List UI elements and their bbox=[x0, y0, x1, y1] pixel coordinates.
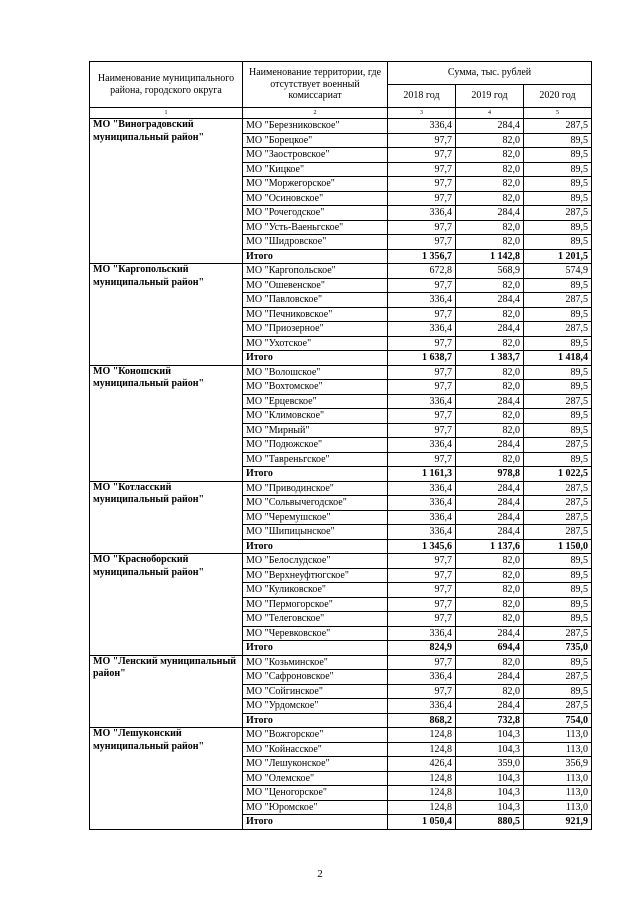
territory-name: Итого bbox=[243, 641, 388, 656]
value-2020: 113,0 bbox=[524, 800, 592, 815]
value-2020: 287,5 bbox=[524, 670, 592, 685]
value-2018: 336,4 bbox=[388, 438, 456, 453]
value-2020: 287,5 bbox=[524, 293, 592, 308]
value-2020: 287,5 bbox=[524, 322, 592, 337]
value-2019: 359,0 bbox=[456, 757, 524, 772]
value-2020: 89,5 bbox=[524, 235, 592, 250]
territory-name: МО "Ошевенское" bbox=[243, 278, 388, 293]
territory-name: МО "Лешуконское" bbox=[243, 757, 388, 772]
territory-name: МО "Ерцевское" bbox=[243, 394, 388, 409]
value-2019: 104,3 bbox=[456, 742, 524, 757]
territory-name: МО "Сойгинское" bbox=[243, 684, 388, 699]
value-2020: 89,5 bbox=[524, 162, 592, 177]
value-2020: 89,5 bbox=[524, 220, 592, 235]
value-2019: 284,4 bbox=[456, 481, 524, 496]
territory-name: МО "Усть-Ваеньгское" bbox=[243, 220, 388, 235]
value-2019: 104,3 bbox=[456, 800, 524, 815]
value-2018: 124,8 bbox=[388, 742, 456, 757]
territory-name: МО "Каргопольское" bbox=[243, 264, 388, 279]
territory-name: МО "Черемушское" bbox=[243, 510, 388, 525]
territory-name: Итого bbox=[243, 539, 388, 554]
value-2019: 82,0 bbox=[456, 307, 524, 322]
value-2019: 82,0 bbox=[456, 148, 524, 163]
value-2019: 82,0 bbox=[456, 278, 524, 293]
value-2020: 113,0 bbox=[524, 786, 592, 801]
value-2019: 82,0 bbox=[456, 597, 524, 612]
value-2018: 1 356,7 bbox=[388, 249, 456, 264]
value-2018: 426,4 bbox=[388, 757, 456, 772]
value-2020: 287,5 bbox=[524, 525, 592, 540]
value-2018: 97,7 bbox=[388, 612, 456, 627]
budget-table bbox=[89, 61, 592, 830]
value-2020: 113,0 bbox=[524, 742, 592, 757]
value-2018: 97,7 bbox=[388, 409, 456, 424]
value-2019: 568,9 bbox=[456, 264, 524, 279]
header-year: 2019 год bbox=[456, 85, 524, 108]
column-number: 1 bbox=[90, 108, 243, 119]
value-2020: 287,5 bbox=[524, 481, 592, 496]
value-2018: 1 050,4 bbox=[388, 815, 456, 830]
value-2018: 336,4 bbox=[388, 496, 456, 511]
value-2020: 89,5 bbox=[524, 655, 592, 670]
value-2020: 89,5 bbox=[524, 568, 592, 583]
value-2020: 89,5 bbox=[524, 278, 592, 293]
value-2020: 89,5 bbox=[524, 452, 592, 467]
value-2020: 287,5 bbox=[524, 496, 592, 511]
header-district: Наименование муниципального района, городского округа bbox=[90, 62, 243, 108]
value-2019: 880,5 bbox=[456, 815, 524, 830]
value-2020: 89,5 bbox=[524, 554, 592, 569]
territory-name: МО "Телеговское" bbox=[243, 612, 388, 627]
value-2019: 284,4 bbox=[456, 322, 524, 337]
territory-name: МО "Заостровское" bbox=[243, 148, 388, 163]
value-2018: 336,4 bbox=[388, 510, 456, 525]
value-2019: 978,8 bbox=[456, 467, 524, 482]
value-2020: 89,5 bbox=[524, 380, 592, 395]
header-year: 2020 год bbox=[524, 85, 592, 108]
value-2018: 336,4 bbox=[388, 394, 456, 409]
value-2018: 97,7 bbox=[388, 148, 456, 163]
district-name: МО "Коношский муниципальный район" bbox=[90, 365, 243, 481]
value-2018: 97,7 bbox=[388, 452, 456, 467]
value-2019: 82,0 bbox=[456, 133, 524, 148]
value-2019: 284,4 bbox=[456, 670, 524, 685]
value-2018: 824,9 bbox=[388, 641, 456, 656]
value-2018: 97,7 bbox=[388, 133, 456, 148]
value-2019: 284,4 bbox=[456, 119, 524, 134]
territory-name: МО "Ценогорское" bbox=[243, 786, 388, 801]
value-2019: 284,4 bbox=[456, 525, 524, 540]
value-2018: 97,7 bbox=[388, 380, 456, 395]
value-2019: 82,0 bbox=[456, 583, 524, 598]
value-2020: 89,5 bbox=[524, 148, 592, 163]
value-2020: 1 150,0 bbox=[524, 539, 592, 554]
value-2020: 89,5 bbox=[524, 597, 592, 612]
territory-name: МО "Вожгорское" bbox=[243, 728, 388, 743]
value-2018: 336,4 bbox=[388, 119, 456, 134]
value-2020: 89,5 bbox=[524, 583, 592, 598]
header-sum: Сумма, тыс. рублей bbox=[388, 62, 592, 85]
value-2018: 124,8 bbox=[388, 800, 456, 815]
value-2018: 97,7 bbox=[388, 177, 456, 192]
value-2018: 97,7 bbox=[388, 235, 456, 250]
value-2019: 82,0 bbox=[456, 380, 524, 395]
value-2018: 97,7 bbox=[388, 162, 456, 177]
territory-name: МО "Моржегорское" bbox=[243, 177, 388, 192]
value-2020: 1 022,5 bbox=[524, 467, 592, 482]
value-2020: 89,5 bbox=[524, 191, 592, 206]
table-row bbox=[90, 481, 592, 496]
value-2018: 97,7 bbox=[388, 365, 456, 380]
district-name: МО "Котласский муниципальный район" bbox=[90, 481, 243, 554]
value-2019: 732,8 bbox=[456, 713, 524, 728]
table-row bbox=[90, 365, 592, 380]
territory-name: МО "Шипицынское" bbox=[243, 525, 388, 540]
value-2020: 574,9 bbox=[524, 264, 592, 279]
value-2019: 284,4 bbox=[456, 438, 524, 453]
table-body bbox=[90, 119, 592, 830]
value-2020: 921,9 bbox=[524, 815, 592, 830]
page-number: 2 bbox=[317, 868, 323, 880]
header-territory: Наименование территории, где отсутствует военный комиссариат bbox=[243, 62, 388, 108]
value-2019: 284,4 bbox=[456, 394, 524, 409]
value-2019: 82,0 bbox=[456, 554, 524, 569]
value-2018: 1 345,6 bbox=[388, 539, 456, 554]
value-2018: 1 638,7 bbox=[388, 351, 456, 366]
table-row bbox=[90, 655, 592, 670]
territory-name: МО "Черевковское" bbox=[243, 626, 388, 641]
header-year: 2018 год bbox=[388, 85, 456, 108]
territory-name: МО "Печниковское" bbox=[243, 307, 388, 322]
district-name: МО "Красноборский муниципальный район" bbox=[90, 554, 243, 656]
territory-name: МО "Приводинское" bbox=[243, 481, 388, 496]
territory-name: МО "Пермогорское" bbox=[243, 597, 388, 612]
territory-name: МО "Вохтомское" bbox=[243, 380, 388, 395]
value-2019: 1 383,7 bbox=[456, 351, 524, 366]
value-2020: 287,5 bbox=[524, 510, 592, 525]
value-2020: 89,5 bbox=[524, 177, 592, 192]
value-2020: 1 418,4 bbox=[524, 351, 592, 366]
value-2020: 89,5 bbox=[524, 307, 592, 322]
value-2019: 82,0 bbox=[456, 177, 524, 192]
value-2019: 284,4 bbox=[456, 699, 524, 714]
value-2020: 89,5 bbox=[524, 612, 592, 627]
table-row bbox=[90, 728, 592, 743]
territory-name: Итого bbox=[243, 815, 388, 830]
value-2018: 336,4 bbox=[388, 481, 456, 496]
column-number: 2 bbox=[243, 108, 388, 119]
value-2018: 97,7 bbox=[388, 278, 456, 293]
value-2020: 89,5 bbox=[524, 365, 592, 380]
value-2018: 97,7 bbox=[388, 568, 456, 583]
value-2019: 82,0 bbox=[456, 568, 524, 583]
value-2019: 1 137,6 bbox=[456, 539, 524, 554]
territory-name: МО "Павловское" bbox=[243, 293, 388, 308]
value-2020: 113,0 bbox=[524, 728, 592, 743]
value-2020: 287,5 bbox=[524, 394, 592, 409]
territory-name: МО "Койнасское" bbox=[243, 742, 388, 757]
territory-name: МО "Сольвычегодское" bbox=[243, 496, 388, 511]
value-2019: 284,4 bbox=[456, 496, 524, 511]
value-2018: 97,7 bbox=[388, 684, 456, 699]
value-2018: 124,8 bbox=[388, 771, 456, 786]
territory-name: МО "Куликовское" bbox=[243, 583, 388, 598]
territory-name: МО "Осиновское" bbox=[243, 191, 388, 206]
value-2018: 336,4 bbox=[388, 670, 456, 685]
value-2019: 284,4 bbox=[456, 293, 524, 308]
value-2019: 1 142,8 bbox=[456, 249, 524, 264]
district-name: МО "Каргопольский муниципальный район" bbox=[90, 264, 243, 366]
value-2019: 284,4 bbox=[456, 206, 524, 221]
territory-name: МО "Белослудское" bbox=[243, 554, 388, 569]
value-2019: 104,3 bbox=[456, 786, 524, 801]
value-2019: 694,4 bbox=[456, 641, 524, 656]
value-2020: 735,0 bbox=[524, 641, 592, 656]
table-row bbox=[90, 264, 592, 279]
territory-name: МО "Приозерное" bbox=[243, 322, 388, 337]
value-2019: 82,0 bbox=[456, 655, 524, 670]
territory-name: Итого bbox=[243, 467, 388, 482]
value-2018: 97,7 bbox=[388, 583, 456, 598]
value-2019: 104,3 bbox=[456, 771, 524, 786]
value-2019: 284,4 bbox=[456, 626, 524, 641]
district-name: МО "Лешуконский муниципальный район" bbox=[90, 728, 243, 830]
table-row bbox=[90, 554, 592, 569]
column-number: 4 bbox=[456, 108, 524, 119]
value-2020: 287,5 bbox=[524, 438, 592, 453]
value-2019: 82,0 bbox=[456, 336, 524, 351]
value-2019: 82,0 bbox=[456, 612, 524, 627]
value-2020: 89,5 bbox=[524, 684, 592, 699]
value-2019: 82,0 bbox=[456, 409, 524, 424]
value-2018: 336,4 bbox=[388, 699, 456, 714]
value-2018: 124,8 bbox=[388, 728, 456, 743]
value-2020: 89,5 bbox=[524, 133, 592, 148]
territory-name: МО "Рочегодское" bbox=[243, 206, 388, 221]
territory-name: МО "Урдомское" bbox=[243, 699, 388, 714]
value-2018: 868,2 bbox=[388, 713, 456, 728]
territory-name: МО "Подюжское" bbox=[243, 438, 388, 453]
value-2019: 284,4 bbox=[456, 510, 524, 525]
value-2019: 82,0 bbox=[456, 423, 524, 438]
value-2018: 336,4 bbox=[388, 626, 456, 641]
value-2019: 82,0 bbox=[456, 365, 524, 380]
territory-name: Итого bbox=[243, 713, 388, 728]
value-2018: 1 161,3 bbox=[388, 467, 456, 482]
value-2020: 287,5 bbox=[524, 206, 592, 221]
territory-name: МО "Ухотское" bbox=[243, 336, 388, 351]
territory-name: МО "Березниковское" bbox=[243, 119, 388, 134]
value-2020: 287,5 bbox=[524, 626, 592, 641]
territory-name: МО "Олемское" bbox=[243, 771, 388, 786]
value-2018: 97,7 bbox=[388, 191, 456, 206]
value-2018: 97,7 bbox=[388, 423, 456, 438]
column-number: 3 bbox=[388, 108, 456, 119]
territory-name: МО "Шидровское" bbox=[243, 235, 388, 250]
value-2019: 82,0 bbox=[456, 191, 524, 206]
value-2019: 82,0 bbox=[456, 235, 524, 250]
value-2018: 336,4 bbox=[388, 322, 456, 337]
territory-name: МО "Козьминское" bbox=[243, 655, 388, 670]
value-2018: 336,4 bbox=[388, 525, 456, 540]
territory-name: Итого bbox=[243, 249, 388, 264]
value-2018: 672,8 bbox=[388, 264, 456, 279]
value-2020: 287,5 bbox=[524, 699, 592, 714]
district-name: МО "Виноградовский муниципальный район" bbox=[90, 119, 243, 264]
territory-name: МО "Сафроновское" bbox=[243, 670, 388, 685]
table-row bbox=[90, 119, 592, 134]
value-2018: 97,7 bbox=[388, 220, 456, 235]
value-2020: 89,5 bbox=[524, 336, 592, 351]
value-2019: 82,0 bbox=[456, 220, 524, 235]
territory-name: Итого bbox=[243, 351, 388, 366]
value-2019: 82,0 bbox=[456, 452, 524, 467]
value-2018: 97,7 bbox=[388, 597, 456, 612]
district-name: МО "Ленский муниципальный район" bbox=[90, 655, 243, 728]
territory-name: МО "Юромское" bbox=[243, 800, 388, 815]
value-2019: 104,3 bbox=[456, 728, 524, 743]
value-2018: 97,7 bbox=[388, 655, 456, 670]
territory-name: МО "Волошское" bbox=[243, 365, 388, 380]
column-number: 5 bbox=[524, 108, 592, 119]
territory-name: МО "Климовское" bbox=[243, 409, 388, 424]
value-2020: 1 201,5 bbox=[524, 249, 592, 264]
value-2018: 97,7 bbox=[388, 307, 456, 322]
value-2019: 82,0 bbox=[456, 684, 524, 699]
value-2018: 97,7 bbox=[388, 336, 456, 351]
value-2020: 89,5 bbox=[524, 409, 592, 424]
value-2018: 97,7 bbox=[388, 554, 456, 569]
value-2018: 124,8 bbox=[388, 786, 456, 801]
value-2018: 336,4 bbox=[388, 206, 456, 221]
value-2018: 336,4 bbox=[388, 293, 456, 308]
value-2020: 287,5 bbox=[524, 119, 592, 134]
value-2019: 82,0 bbox=[456, 162, 524, 177]
territory-name: МО "Кицкое" bbox=[243, 162, 388, 177]
value-2020: 113,0 bbox=[524, 771, 592, 786]
territory-name: МО "Тавреньгское" bbox=[243, 452, 388, 467]
value-2020: 89,5 bbox=[524, 423, 592, 438]
territory-name: МО "Верхнеуфтюгское" bbox=[243, 568, 388, 583]
value-2020: 356,9 bbox=[524, 757, 592, 772]
value-2020: 754,0 bbox=[524, 713, 592, 728]
territory-name: МО "Борецкое" bbox=[243, 133, 388, 148]
territory-name: МО "Мирный" bbox=[243, 423, 388, 438]
